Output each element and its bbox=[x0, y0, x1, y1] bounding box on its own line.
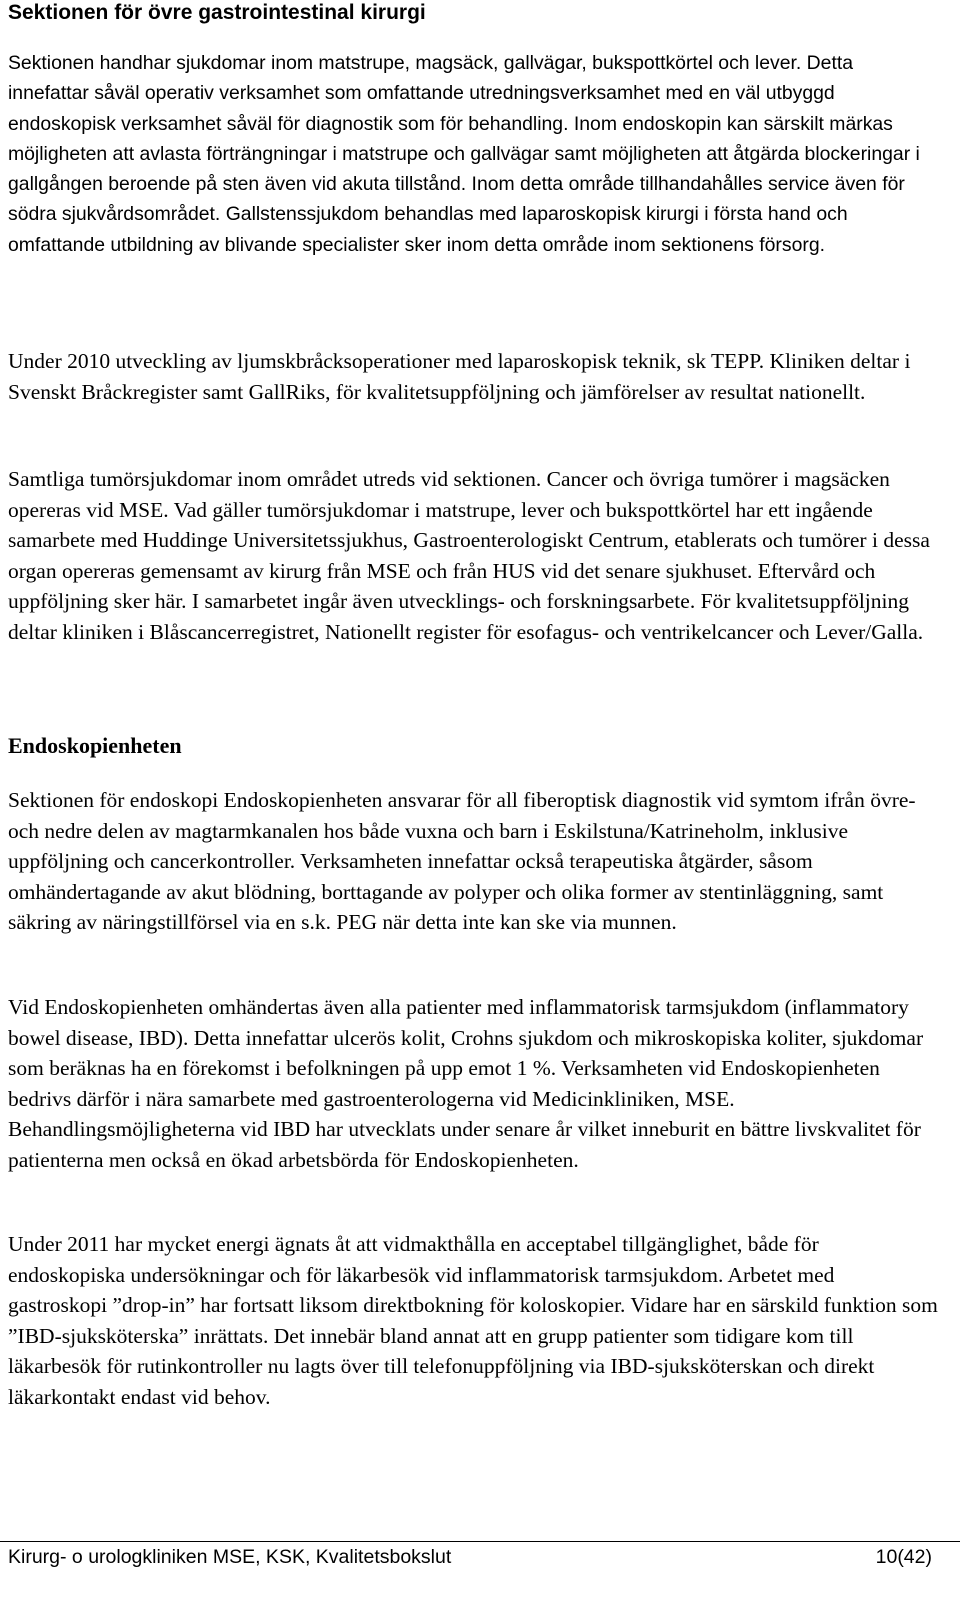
paragraph-tumors: Samtliga tumörsjukdomar inom området utreds vid sektionen. Cancer och övriga tumörer i magsäcken opereras vid MSE. Vad gäller tumörsjukdomar i matstrupe, lever och bukspottkörtel har ett ingående samarbete med Huddinge Universitetssjukhus, Gastroenterologiskt Centrum, etablerats och tumörer i dessa organ opereras gemensamt av kirurg från MSE och från HUS vid det senare sjukhuset. Eftervård och uppföljning sker här. I samarbetet ingår även utvecklings- och forskningsarbete. För kvalitetsuppföljning deltar kliniken i Blåscancerregistret, Nationellt register för esofagus- och ventrikelcancer och Lever/Galla. bbox=[8, 467, 930, 644]
section-heading-endoscopy: Endoskopienheten bbox=[8, 733, 182, 758]
section-heading-upper-gi: Sektionen för övre gastrointestinal kirurgi bbox=[8, 1, 426, 24]
footer-page-number: 10(42) bbox=[875, 1546, 932, 1568]
paragraph-hernia: Under 2010 utveckling av ljumskbråcksoperationer med laparoskopisk teknik, sk TEPP. Kliniken deltar i Svenskt Bråckregister samt GallRiks, för kvalitetsuppföljning och jämförelser av resultat nationellt. bbox=[8, 349, 911, 404]
paragraph-endoscopy-intro: Sektionen för endoskopi Endoskopienheten ansvarar för all fiberoptisk diagnostik vid symtom ifrån övre- och nedre delen av magtarmkanalen hos både vuxna och barn i Eskilstuna/Katrineholm, inklusive uppföljning och cancerkontroller. Verksamheten innefattar också terapeutiska åtgärder, såsom omhändertagande av akut blödning, borttagande av polyper och olika former av stentinläggning, samt säkring av näringstillförsel via en s.k. PEG när detta inte kan ske via munnen. bbox=[8, 788, 916, 934]
paragraph-upper-gi-intro: Sektionen handhar sjukdomar inom matstrupe, magsäck, gallvägar, bukspottkörtel och lever. Detta innefattar såväl operativ verksamhet som omfattande utredningsverksamhet med en väl utbyggd endoskopisk verksamhet såväl för diagnostik som för behandling. Inom endoskopin kan särskilt märkas möjligheten att avlasta förträngningar i matstrupe och gallvägar samt möjligheten att åtgärda blockeringar i gallgången beroende på sten även vid akuta tillstånd. Inom detta område tillhandahålles service även för södra sjukvårdsområdet. Gallstenssjukdom behandlas med laparoskopisk kirurgi i första hand och omfattande utbildning av blivande specialister sker inom detta område inom sektionens försorg. bbox=[8, 52, 920, 256]
footer-document-title: Kirurg- o urologkliniken MSE, KSK, Kvalitetsbokslut bbox=[8, 1546, 452, 1568]
footer-divider bbox=[0, 1541, 960, 1542]
paragraph-ibd: Vid Endoskopienheten omhändertas även alla patienter med inflammatorisk tarmsjukdom (inflammatory bowel disease, IBD). Detta innefattar ulcerös kolit, Crohns sjukdom och mikroskopiska koliter, sjukdomar som beräknas ha en förekomst i befolkningen på upp emot 1 %. Verksamheten vid Endoskopienheten bedrivs därför i nära samarbete med gastroenterologerna vid Medicinkliniken, MSE. Behandlingsmöjligheterna vid IBD har utvecklats under senare år vilket inneburit en bättre livskvalitet för patienterna men också en ökad arbetsbörda för Endoskopienheten. bbox=[8, 995, 924, 1172]
paragraph-accessibility-2011: Under 2011 har mycket energi ägnats åt att vidmakthålla en acceptabel tillgänglighet, både för endoskopiska undersökningar och för läkarbesök vid inflammatorisk tarmsjukdom. Arbetet med gastroskopi ”drop-in” har fortsatt liksom direktbokning för koloskopier. Vidare har en särskild funktion som ”IBD-sjuksköterska” inrättats. Det innebär bland annat att en grupp patienter som tidigare kom till läkarbesök för rutinkontroller nu lagts över till telefonuppföljning via IBD-sjuksköterskan och direkt läkarkontakt endast vid behov. bbox=[8, 1232, 938, 1409]
